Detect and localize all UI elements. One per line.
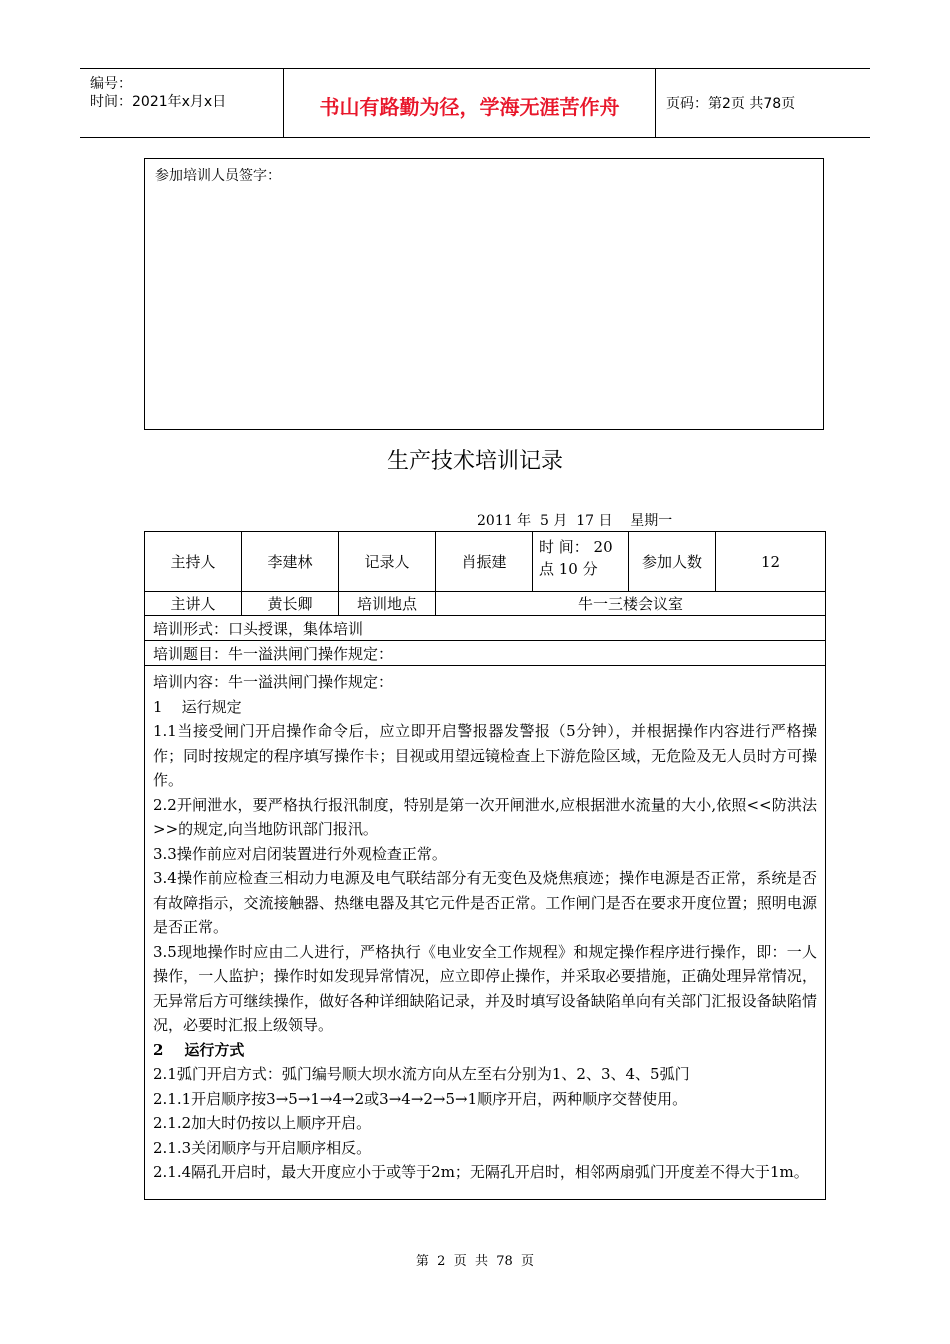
page-footer: 第 2 页 共 78 页: [415, 1254, 535, 1269]
lecturer-label: 主讲人: [145, 592, 242, 616]
signature-box: [144, 158, 824, 430]
record-date: 2011 年 5 月 17 日 星期一: [477, 513, 673, 529]
table-row: [145, 532, 826, 592]
location-value: 牛一三楼会议室: [436, 592, 826, 616]
header-meta: [80, 69, 283, 137]
content-paragraph: 2.1弧门开启方式：弧门编号顺大坝水流方向从左至右分别为1、2、3、4、5弧门: [153, 1065, 690, 1083]
content-paragraph: 2.1.4隔孔开启时，最大开度应小于或等于2m；无隔孔开启时，相邻两扇弧门开度差不得大于1m。: [153, 1163, 809, 1181]
location-label: 培训地点: [339, 592, 436, 616]
header-motto-cell: [283, 69, 656, 137]
motto: 书山有路勤为径，学海无涯苦作舟: [319, 95, 620, 119]
attendees-label: 参加人数: [629, 532, 716, 592]
content-paragraph: 3.3操作前应对启闭装置进行外观检查正常。: [153, 844, 447, 863]
training-content: [145, 666, 826, 1200]
page-info: 页码：第2页 共78页: [666, 96, 796, 112]
content-paragraph: 3.4操作前应检查三相动力电源及电气联结部分有无变色及烧焦痕迹；操作电源是否正常，系统是否有故障指示，交流接触器、热继电器及其它元件是否正常。工作闸门是否在要求开度位置；照明电源是否正常。: [153, 869, 817, 936]
table-row: [145, 641, 826, 666]
lecturer-value: 黄长卿: [242, 592, 339, 616]
table-row: [145, 666, 826, 1200]
attendees-value: 12: [716, 532, 826, 592]
header-page-cell: [656, 69, 870, 137]
training-form: 培训形式：口头授课，集体培训: [145, 616, 826, 641]
number-label: 编号：: [90, 76, 132, 92]
table-row: [145, 592, 826, 616]
section-title: 1 运行规定: [153, 697, 242, 716]
recorder-label: 记录人: [339, 532, 436, 592]
document-header: [80, 68, 870, 138]
time-value: 时 间： 20 点 10 分: [533, 532, 629, 592]
content-paragraph: 1.1当接受闸门开启操作命令后，应立即开启警报器发警报（5分钟），并根据操作内容进行严格操作；同时按规定的程序填写操作卡；目视或用望远镜检查上下游危险区域，无危险及无人员时方可操作。: [153, 722, 817, 789]
training-topic: 培训题目：牛一溢洪闸门操作规定：: [145, 641, 826, 666]
recorder-value: 肖振建: [436, 532, 533, 592]
content-paragraph: 2.1.3关闭顺序与开启顺序相反。: [153, 1138, 372, 1157]
training-record-table: [144, 531, 826, 1200]
record-title: 生产技术培训记录: [386, 449, 563, 474]
table-row: [145, 616, 826, 641]
content-paragraph: 2.1.2加大时仍按以上顺序开启。: [153, 1114, 372, 1132]
signature-label: 参加培训人员签字：: [155, 168, 281, 184]
content-paragraph: 3.5现地操作时应由二人进行，严格执行《电业安全工作规程》和规定操作程序进行操作，即：一人操作，一人监护；操作时如发现异常情况，应立即停止操作，并采取必要措施，正确处理异常情况，无异常后方可继续操作，做好各种详细缺陷记录，并及时填写设备缺陷单向有关部门汇报设备缺陷情况，必要时汇报上级领导。: [153, 942, 817, 1034]
content-paragraph: 2.1.1开启顺序按3→5→1→4→2或3→4→2→5→1顺序开启，两种顺序交替使用。: [153, 1089, 688, 1108]
content-heading: 培训内容：牛一溢洪闸门操作规定：: [153, 673, 394, 691]
date-label: 时间：2021年x月x日: [90, 94, 227, 110]
host-value: 李建林: [242, 532, 339, 592]
host-label: 主持人: [145, 532, 242, 592]
section-title: 2 运行方式: [153, 1040, 245, 1059]
content-paragraph: 2.2开闸泄水，要严格执行报汛制度，特别是第一次开闸泄水,应根据泄水流量的大小,依照<<防洪法>>的规定,向当地防讯部门报汛。: [153, 795, 817, 838]
